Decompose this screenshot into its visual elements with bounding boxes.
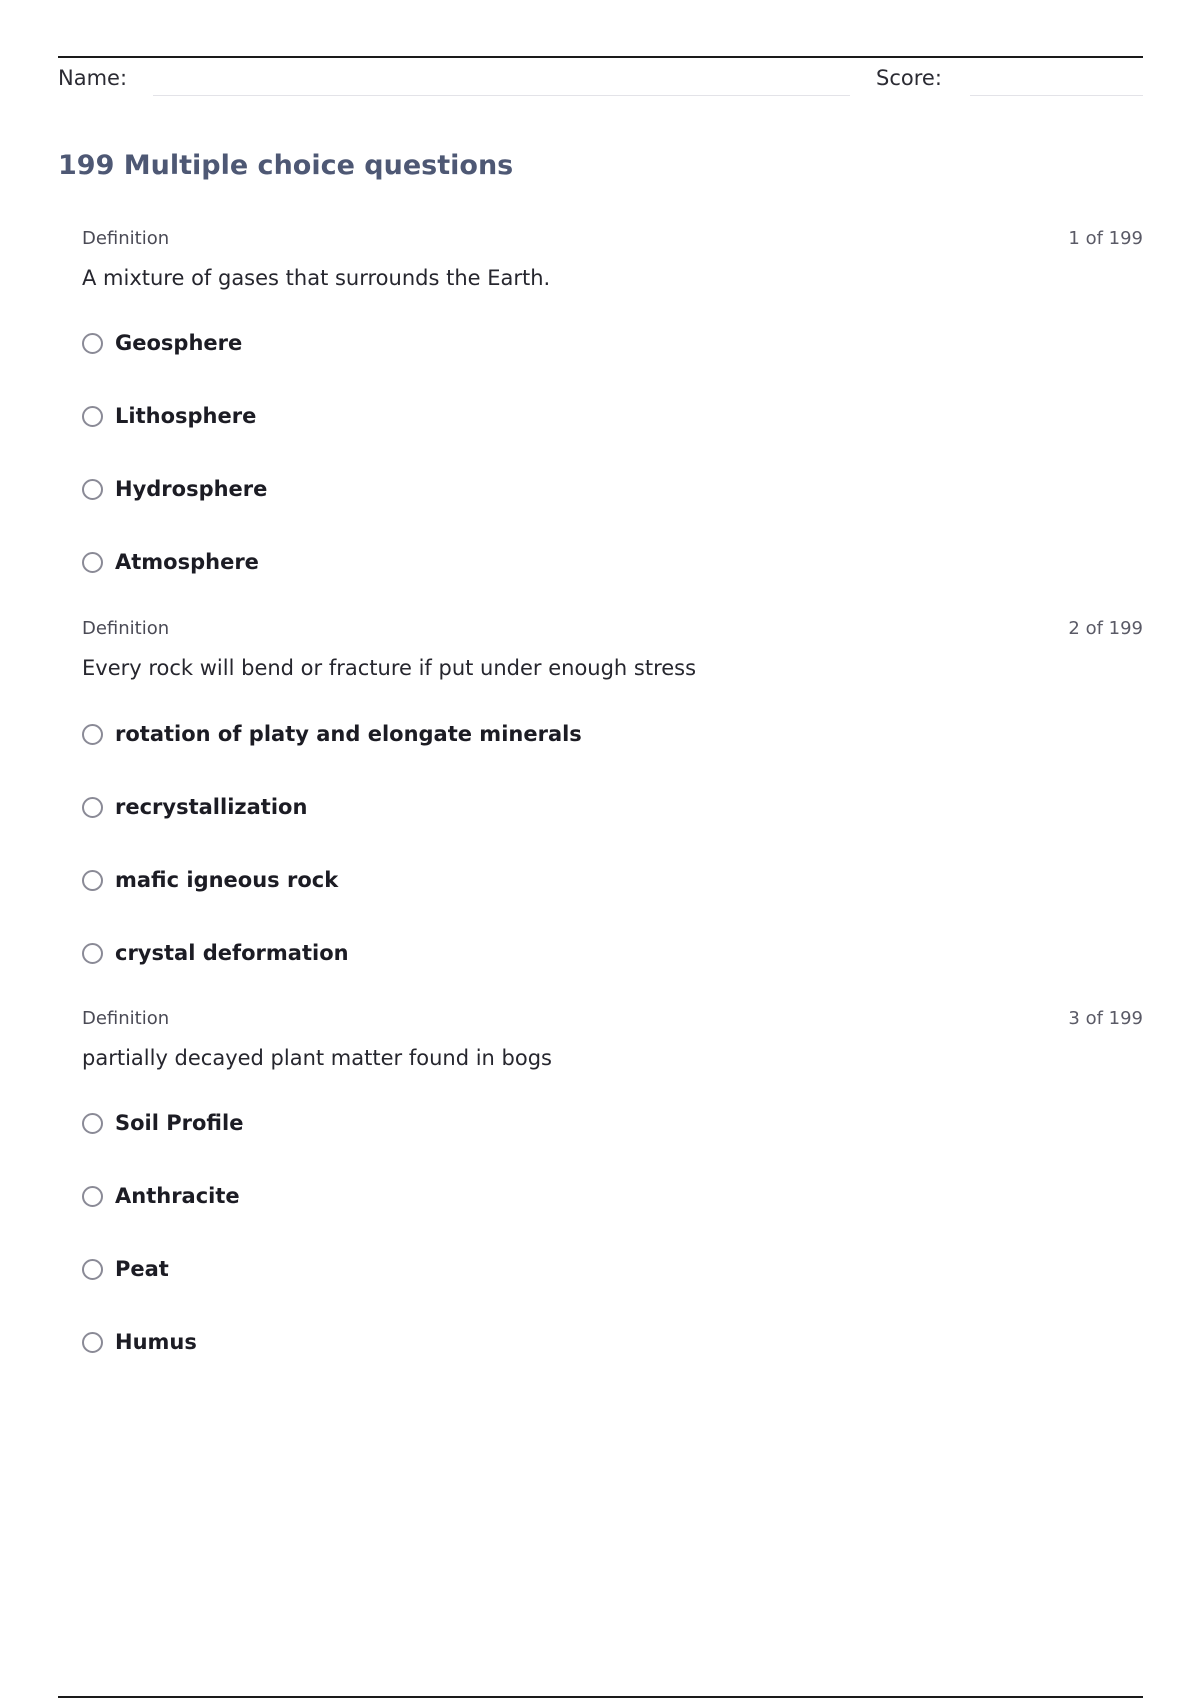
answer-option[interactable] xyxy=(82,547,259,577)
score-field[interactable] xyxy=(970,95,1143,96)
radio-button[interactable] xyxy=(82,406,103,427)
answer-option-label: recrystallization xyxy=(115,795,308,819)
radio-button[interactable] xyxy=(82,943,103,964)
answer-option-label: Peat xyxy=(115,1257,169,1281)
answer-option-label: mafic igneous rock xyxy=(115,868,339,892)
radio-button[interactable] xyxy=(82,479,103,500)
answer-option[interactable] xyxy=(82,1327,197,1357)
question-type-label: Definition xyxy=(82,1008,170,1029)
answer-option[interactable] xyxy=(82,719,582,749)
question-type-label: Definition xyxy=(82,228,170,249)
answer-option[interactable] xyxy=(82,938,349,968)
answer-option[interactable] xyxy=(82,328,242,358)
question-type-label: Definition xyxy=(82,618,170,639)
top-divider xyxy=(58,56,1143,58)
bottom-divider xyxy=(58,1696,1143,1698)
answer-option-label: crystal deformation xyxy=(115,941,349,965)
answer-option-label: Atmosphere xyxy=(115,550,259,574)
answer-option[interactable] xyxy=(82,401,256,431)
question-prompt: Every rock will bend or fracture if put under enough stress xyxy=(82,656,697,680)
answer-option-label: Humus xyxy=(115,1330,197,1354)
name-field[interactable] xyxy=(153,95,850,96)
answer-option-label: Soil Profile xyxy=(115,1111,244,1135)
page-title: 199 Multiple choice questions xyxy=(58,150,514,181)
radio-button[interactable] xyxy=(82,797,103,818)
answer-option-label: Geosphere xyxy=(115,331,243,355)
question-prompt: A mixture of gases that surrounds the Earth. xyxy=(82,266,551,290)
name-label: Name: xyxy=(58,66,128,90)
answer-option[interactable] xyxy=(82,474,267,504)
radio-button[interactable] xyxy=(82,1186,103,1207)
radio-button[interactable] xyxy=(82,552,103,573)
answer-option[interactable] xyxy=(82,865,338,895)
radio-button[interactable] xyxy=(82,1332,103,1353)
worksheet-page xyxy=(58,0,1143,1700)
answer-option-label: Lithosphere xyxy=(115,404,257,428)
answer-option[interactable] xyxy=(82,792,307,822)
answer-option-label: Hydrosphere xyxy=(115,477,268,501)
radio-button[interactable] xyxy=(82,1259,103,1280)
score-label: Score: xyxy=(876,66,942,90)
question-counter: 1 of 199 xyxy=(1068,228,1143,249)
answer-option[interactable] xyxy=(82,1181,240,1211)
radio-button[interactable] xyxy=(82,1113,103,1134)
question-prompt: partially decayed plant matter found in bogs xyxy=(82,1046,552,1070)
answer-option-label: Anthracite xyxy=(115,1184,240,1208)
answer-option[interactable] xyxy=(82,1108,243,1138)
answer-option-label: rotation of platy and elongate minerals xyxy=(115,722,582,746)
radio-button[interactable] xyxy=(82,724,103,745)
answer-option[interactable] xyxy=(82,1254,169,1284)
question-counter: 2 of 199 xyxy=(1068,618,1143,639)
question-counter: 3 of 199 xyxy=(1068,1008,1143,1029)
header-row xyxy=(58,62,1143,98)
radio-button[interactable] xyxy=(82,333,103,354)
radio-button[interactable] xyxy=(82,870,103,891)
